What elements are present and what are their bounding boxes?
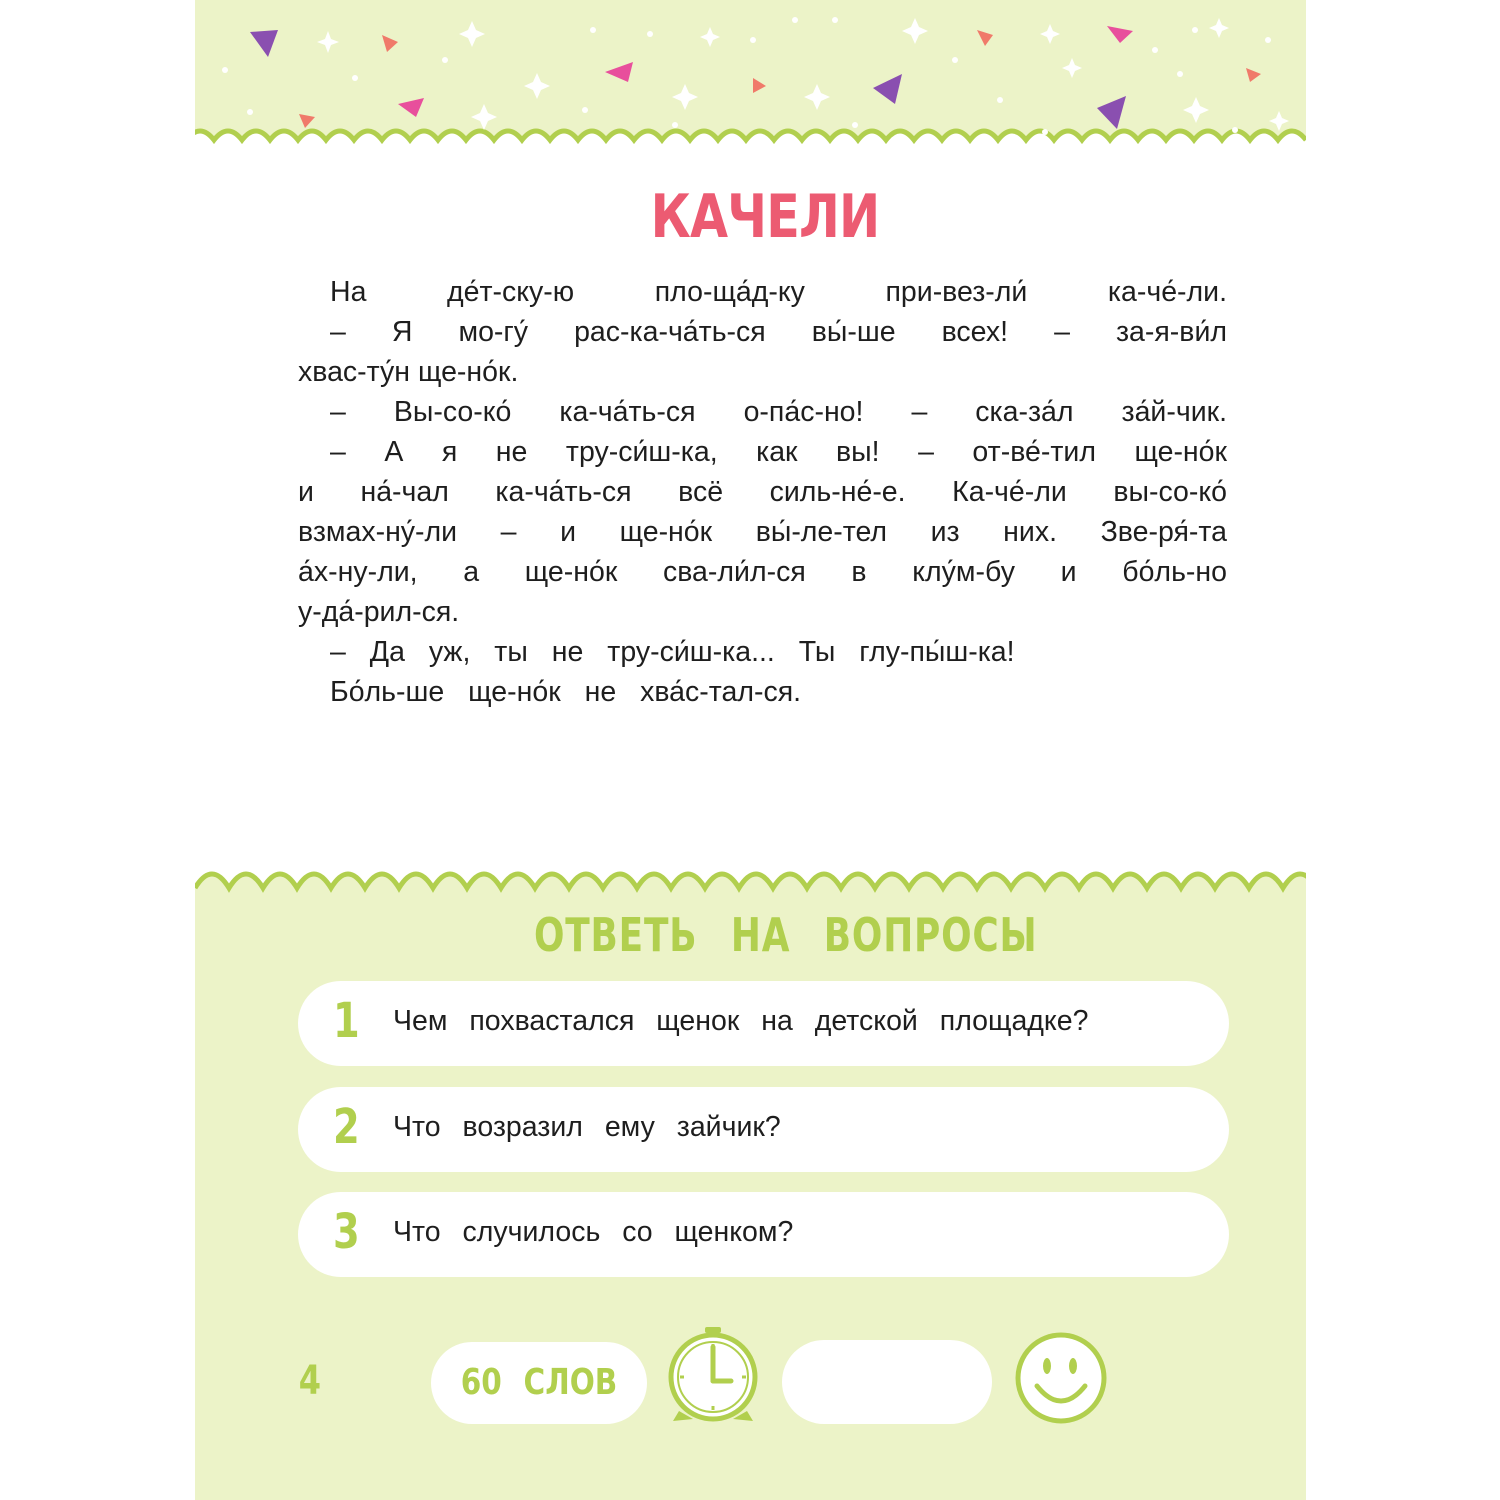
story-line: и на́-чал ка-ча́ть-ся всё силь-не́-е. Ка-че́-ли вы-со-ко́ (298, 476, 1227, 508)
question-number: 2 (333, 1099, 360, 1155)
reading-time-field[interactable] (782, 1340, 992, 1424)
page-number: 4 (298, 1358, 322, 1404)
word-count-label: 60 СЛОВ (460, 1362, 618, 1403)
word-count-badge (431, 1342, 647, 1424)
question-number: 1 (333, 993, 360, 1049)
question-text: Чем похвастался щенок на детской площадке? (393, 1005, 1089, 1037)
questions-heading: ОТВЕТЬ НА ВОПРОСЫ (534, 908, 1038, 962)
story-line: – А я не тру-си́ш-ка, как вы! – от-ве́-тил ще-но́к (330, 436, 1227, 468)
confetti-decoration (195, 0, 1306, 160)
clock-icon (665, 1325, 763, 1425)
question-2 (298, 1087, 1229, 1172)
story-line: – Да уж, ты не тру-си́ш-ка... Ты глу-пы́ш-ка! (330, 636, 1015, 668)
story-line: а́х-ну-ли, а ще-но́к сва-ли́л-ся в клу́м-бу и бо́ль-но (298, 556, 1227, 588)
question-text: Что случилось со щенком? (393, 1216, 794, 1248)
story-line: На де́т-ску-ю пло-ща́д-ку при-вез-ли́ ка-че́-ли. (330, 276, 1227, 308)
smiley-icon (1013, 1330, 1109, 1426)
story-line: у-да́-рил-ся. (298, 596, 460, 628)
story-title: КАЧЕЛИ (650, 182, 880, 252)
question-1 (298, 981, 1229, 1066)
story-line: хвас-ту́н ще-но́к. (298, 356, 519, 388)
story-line: – Вы-со-ко́ ка-ча́ть-ся о-па́с-но! – ска-за́л за́й-чик. (330, 396, 1227, 428)
story-line: – Я мо-гу́ рас-ка-ча́ть-ся вы́-ше всех! – за-я-ви́л (330, 316, 1227, 348)
question-3 (298, 1192, 1229, 1277)
book-page (195, 0, 1306, 1500)
question-text: Что возразил ему зайчик? (393, 1111, 781, 1143)
question-number: 3 (333, 1204, 360, 1260)
story-line: Бо́ль-ше ще-но́к не хва́с-тал-ся. (330, 676, 802, 708)
story-text (298, 272, 1227, 712)
top-decorative-band (195, 0, 1306, 160)
story-line: взмах-ну́-ли – и ще-но́к вы́-ле-тел из них. Зве-ря́-та (298, 516, 1227, 548)
